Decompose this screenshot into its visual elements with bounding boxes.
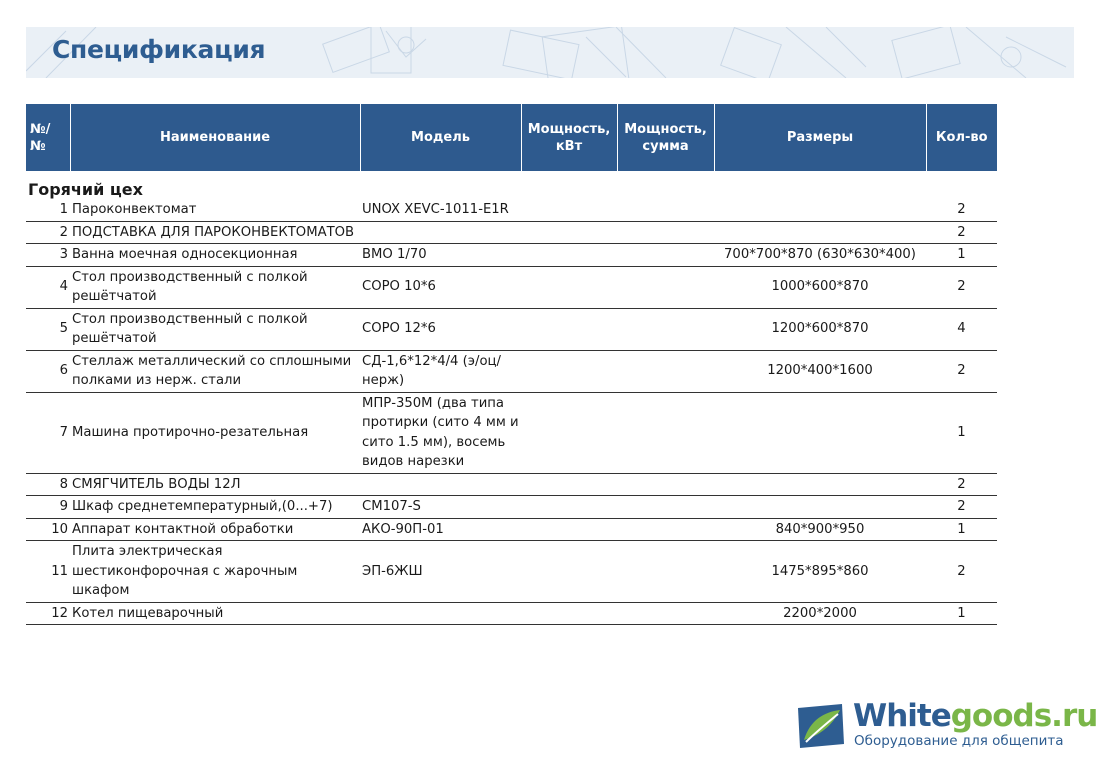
item-power-sum <box>617 244 714 267</box>
item-power-sum <box>617 308 714 350</box>
item-model: АКО-90П-01 <box>360 518 521 541</box>
item-quantity: 2 <box>926 221 997 244</box>
item-quantity: 1 <box>926 602 997 625</box>
item-number: 10 <box>26 518 70 541</box>
item-name: Стеллаж металлический со сплошными полками из нерж. стали <box>70 350 360 392</box>
item-name: Плита электрическая шестиконфорочная с жарочным шкафом <box>70 541 360 603</box>
item-model: ЭП-6ЖШ <box>360 541 521 603</box>
item-number: 1 <box>26 199 70 221</box>
column-header-model: Модель <box>360 104 521 171</box>
item-size: 840*900*950 <box>714 518 926 541</box>
item-power <box>521 308 617 350</box>
table-row <box>26 541 997 603</box>
item-model <box>360 473 521 496</box>
item-name: Котел пищеварочный <box>70 602 360 625</box>
item-power <box>521 244 617 267</box>
page-title: Спецификация <box>52 35 266 64</box>
item-quantity: 2 <box>926 266 997 308</box>
section-row <box>26 171 997 199</box>
item-power <box>521 350 617 392</box>
item-quantity: 1 <box>926 518 997 541</box>
item-quantity: 2 <box>926 350 997 392</box>
item-name: Стол производственный с полкой решётчатой <box>70 308 360 350</box>
item-size: 1475*895*860 <box>714 541 926 603</box>
item-power-sum <box>617 541 714 603</box>
item-quantity: 2 <box>926 199 997 221</box>
table-header-row <box>26 104 997 171</box>
item-name: Машина протирочно-резательная <box>70 392 360 473</box>
item-name: Пароконвектомат <box>70 199 360 221</box>
item-power <box>521 602 617 625</box>
item-size <box>714 392 926 473</box>
column-header-size: Размеры <box>714 104 926 171</box>
item-quantity: 2 <box>926 541 997 603</box>
table-row <box>26 266 997 308</box>
item-number: 7 <box>26 392 70 473</box>
table-row <box>26 473 997 496</box>
item-size <box>714 473 926 496</box>
item-number: 5 <box>26 308 70 350</box>
item-name: СМЯГЧИТЕЛЬ ВОДЫ 12Л <box>70 473 360 496</box>
table-row <box>26 350 997 392</box>
item-power-sum <box>617 473 714 496</box>
item-number: 3 <box>26 244 70 267</box>
item-number: 4 <box>26 266 70 308</box>
item-quantity: 1 <box>926 392 997 473</box>
table-row <box>26 199 997 221</box>
column-header-power-sum: Мощность, сумма <box>617 104 714 171</box>
item-name: Ванна моечная односекционная <box>70 244 360 267</box>
item-size: 2200*2000 <box>714 602 926 625</box>
item-size: 1200*400*1600 <box>714 350 926 392</box>
table-row <box>26 308 997 350</box>
item-name: Аппарат контактной обработки <box>70 518 360 541</box>
item-model: СОРО 12*6 <box>360 308 521 350</box>
whitegoods-logo <box>796 698 1098 753</box>
item-power-sum <box>617 199 714 221</box>
item-number: 6 <box>26 350 70 392</box>
title-banner <box>26 27 1074 78</box>
item-model: СОРО 10*6 <box>360 266 521 308</box>
item-power <box>521 199 617 221</box>
item-model <box>360 602 521 625</box>
item-size <box>714 496 926 519</box>
item-power <box>521 221 617 244</box>
logo-brand-text <box>853 698 1097 734</box>
logo-brand-white: White <box>853 698 951 734</box>
item-name: Шкаф среднетемпературный,(0...+7) <box>70 496 360 519</box>
table-row <box>26 518 997 541</box>
item-model: UNOX XEVC-1011-E1R <box>360 199 521 221</box>
item-number: 2 <box>26 221 70 244</box>
logo-tagline: Оборудование для общепита <box>854 733 1064 749</box>
column-header-quantity: Кол-во <box>926 104 997 171</box>
table-row <box>26 244 997 267</box>
item-size: 1000*600*870 <box>714 266 926 308</box>
item-model: СМ107-S <box>360 496 521 519</box>
logo-brand-goods: goods.ru <box>950 698 1098 734</box>
item-size: 1200*600*870 <box>714 308 926 350</box>
item-size: 700*700*870 (630*630*400) <box>714 244 926 267</box>
item-model: ВМО 1/70 <box>360 244 521 267</box>
item-model <box>360 221 521 244</box>
item-power-sum <box>617 496 714 519</box>
table-row <box>26 392 997 473</box>
item-quantity: 2 <box>926 496 997 519</box>
section-title: Горячий цех <box>28 179 143 199</box>
item-power <box>521 392 617 473</box>
table-row <box>26 221 997 244</box>
item-name: Стол производственный с полкой решётчатой <box>70 266 360 308</box>
item-model: МПР-350М (два типа протирки (сито 4 мм и сито 1.5 мм), восемь видов нарезки <box>360 392 521 473</box>
item-power <box>521 496 617 519</box>
item-power-sum <box>617 266 714 308</box>
column-header-name: Наименование <box>70 104 360 171</box>
item-power <box>521 473 617 496</box>
leaf-logo-icon <box>796 702 846 750</box>
table-row <box>26 496 997 519</box>
item-power-sum <box>617 392 714 473</box>
item-quantity: 2 <box>926 473 997 496</box>
column-header-power: Мощность, кВт <box>521 104 617 171</box>
item-quantity: 1 <box>926 244 997 267</box>
item-number: 8 <box>26 473 70 496</box>
item-power-sum <box>617 350 714 392</box>
item-model: СД-1,6*12*4/4 (э/оц/нерж) <box>360 350 521 392</box>
item-power <box>521 541 617 603</box>
item-number: 9 <box>26 496 70 519</box>
item-name: ПОДСТАВКА ДЛЯ ПАРОКОНВЕКТОМАТОВ <box>70 221 360 244</box>
item-power <box>521 266 617 308</box>
item-power-sum <box>617 602 714 625</box>
column-header-number: №/ № <box>26 104 70 171</box>
item-power-sum <box>617 518 714 541</box>
item-size <box>714 221 926 244</box>
table-row <box>26 602 997 625</box>
item-power-sum <box>617 221 714 244</box>
item-power <box>521 518 617 541</box>
specification-table <box>26 104 997 625</box>
item-quantity: 4 <box>926 308 997 350</box>
item-size <box>714 199 926 221</box>
item-number: 12 <box>26 602 70 625</box>
item-number: 11 <box>26 541 70 603</box>
